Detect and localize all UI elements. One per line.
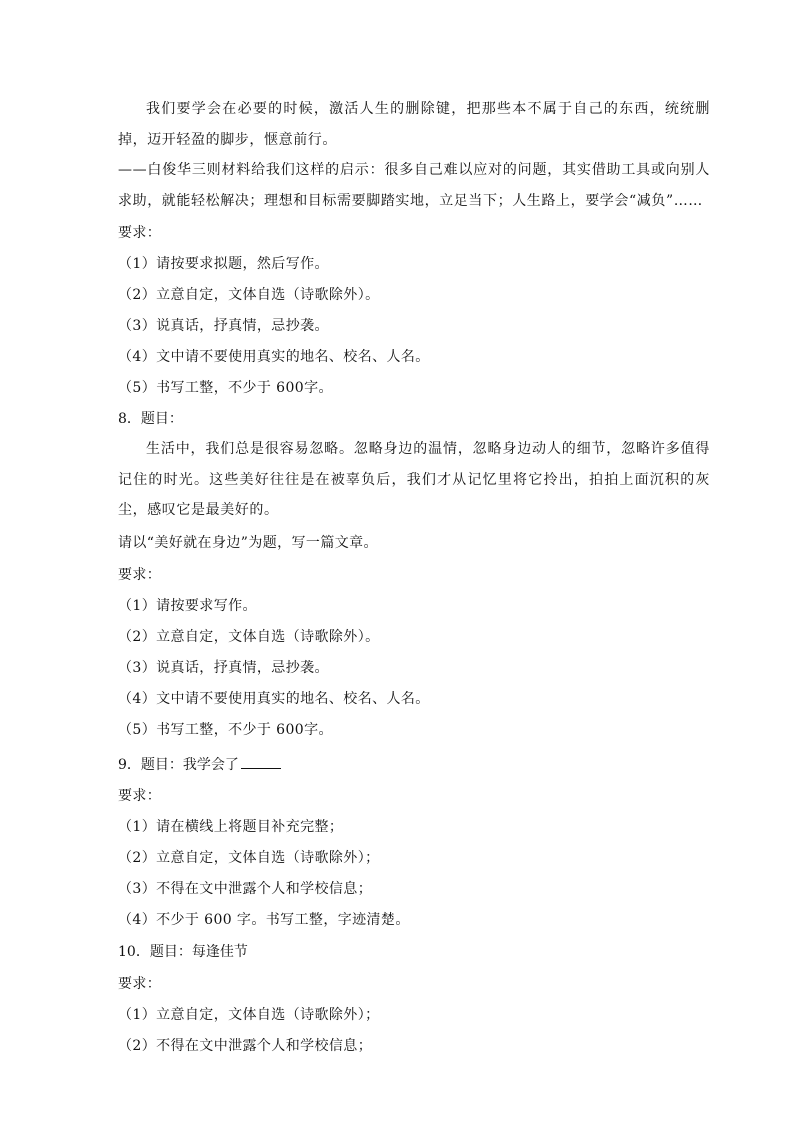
q8-title: 8．题目： — [118, 411, 183, 427]
q7-requirement-1: （1）请按要求拟题，然后写作。 — [118, 256, 329, 272]
q8-requirement-4: （4）文中请不要使用真实的地名、校名、人名。 — [118, 691, 430, 707]
q10-requirement-2: （2）不得在文中泄露个人和学校信息； — [118, 1038, 373, 1054]
q8-requirement-5: （5）书写工整，不少于 600字。 — [118, 722, 333, 738]
q7-requirement-3: （3）说真话，抒真情，忌抄袭。 — [118, 318, 329, 334]
q8-material-paragraph: 生活中，我们总是很容易忽略。忽略身边的温情，忽略身边动人的细节，忽略许多值得记住的时光。这些美好往往是在被辜负后，我们才从记忆里将它拎出，拍拍上面沉积的灰尘，感叹它是最美好的。 — [118, 441, 710, 518]
q10-requirements-label: 要求： — [118, 976, 162, 992]
q9-requirement-1: （1）请在横线上将题目补充完整； — [118, 819, 344, 835]
q9-title: 9．题目：我学会了 — [118, 757, 239, 773]
q9-requirement-2: （2）立意自定，文体自选（诗歌除外）； — [118, 850, 380, 866]
q8-requirements-label: 要求： — [118, 567, 162, 583]
q9-title-line — [118, 754, 281, 775]
q8-requirement-1: （1）请按要求写作。 — [118, 598, 257, 614]
q8-requirement-2: （2）立意自定，文体自选（诗歌除外）。 — [118, 629, 380, 645]
q7-requirement-2: （2）立意自定，文体自选（诗歌除外）。 — [118, 287, 380, 303]
q7-requirement-5: （5）书写工整，不少于 600字。 — [118, 380, 333, 396]
q9-requirement-3: （3）不得在文中泄露个人和学校信息； — [118, 881, 373, 897]
q9-fill-blank — [241, 754, 281, 769]
q10-title: 10．题目：每逢佳节 — [118, 944, 248, 960]
q7-inspiration-paragraph: ——白俊华三则材料给我们这样的启示：很多自己难以应对的问题，其实借助工具或向别人求助，就能轻松解决；理想和目标需要脚踏实地，立足当下；人生路上，要学会“减负”…… — [118, 162, 710, 209]
q7-material-paragraph: 我们要学会在必要的时候，激活人生的删除键，把那些本不属于自己的东西，统统删掉，迈开轻盈的脚步，惬意前行。 — [118, 101, 710, 148]
q9-requirement-4: （4）不少于 600 字。书写工整，字迹清楚。 — [118, 912, 410, 928]
q7-requirements-label: 要求： — [118, 225, 162, 241]
q7-requirement-4: （4）文中请不要使用真实的地名、校名、人名。 — [118, 349, 430, 365]
q8-prompt: 请以“美好就在身边”为题，写一篇文章。 — [118, 535, 378, 551]
q9-requirements-label: 要求： — [118, 788, 162, 804]
q8-requirement-3: （3）说真话，抒真情，忌抄袭。 — [118, 660, 329, 676]
q10-requirement-1: （1）立意自定，文体自选（诗歌除外）； — [118, 1007, 380, 1023]
